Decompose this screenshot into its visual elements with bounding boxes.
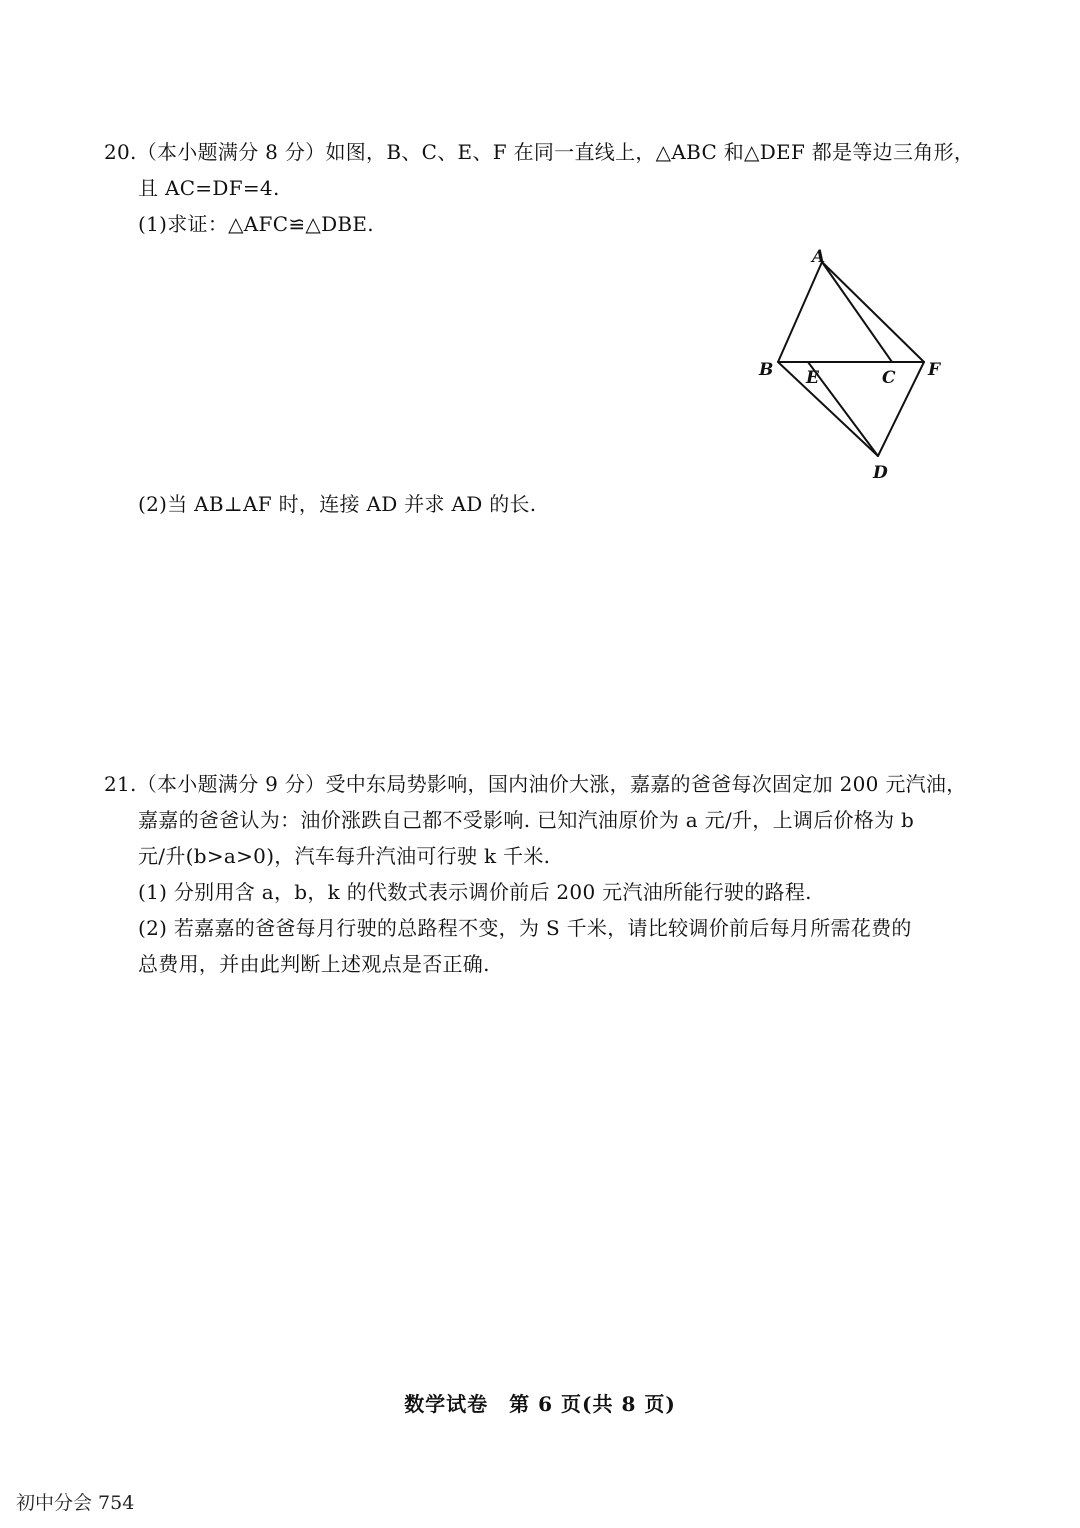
label-E: E <box>806 368 819 388</box>
segment-BD <box>778 362 878 456</box>
watermark-text: 初中分会 754 <box>16 1492 135 1514</box>
q20-part2: (2)当 AB⊥AF 时，连接 AD 并求 AD 的长. <box>138 492 537 516</box>
q21-line2: 嘉嘉的爸爸认为：油价涨跌自己都不受影响. 已知汽油原价为 a 元/升，上调后价格为 b <box>138 808 915 832</box>
q21-line3: 元/升(b>a>0)，汽车每升汽油可行驶 k 千米. <box>138 844 551 868</box>
segment-AB <box>778 262 822 362</box>
q20-part1: (1)求证：△AFC≌△DBE. <box>138 212 374 236</box>
label-C: C <box>882 368 896 388</box>
segment-AC <box>822 262 892 362</box>
q20-geometry-figure <box>752 244 952 484</box>
label-D: D <box>873 463 888 483</box>
page-footer: 数学试卷 第 6 页(共 8 页) <box>404 1392 676 1416</box>
q20-stem-line1: 20.（本小题满分 8 分）如图，B、C、E、F 在同一直线上，△ABC 和△DEF 都是等边三角形， <box>104 140 975 164</box>
q21-line4: (1) 分别用含 a，b，k 的代数式表示调价前后 200 元汽油所能行驶的路程. <box>138 880 812 904</box>
q21-line6: 总费用，并由此判断上述观点是否正确. <box>138 952 490 976</box>
q20-stem-line2: 且 AC=DF=4. <box>138 176 280 200</box>
label-F: F <box>928 360 941 380</box>
label-B: B <box>759 360 774 380</box>
label-A: A <box>812 247 826 267</box>
segment-AF <box>822 262 924 362</box>
q21-line5: (2) 若嘉嘉的爸爸每月行驶的总路程不变，为 S 千米，请比较调价前后每月所需花费的 <box>138 916 912 940</box>
q21-line1: 21.（本小题满分 9 分）受中东局势影响，国内油价大涨，嘉嘉的爸爸每次固定加 200 元汽油， <box>104 772 967 796</box>
